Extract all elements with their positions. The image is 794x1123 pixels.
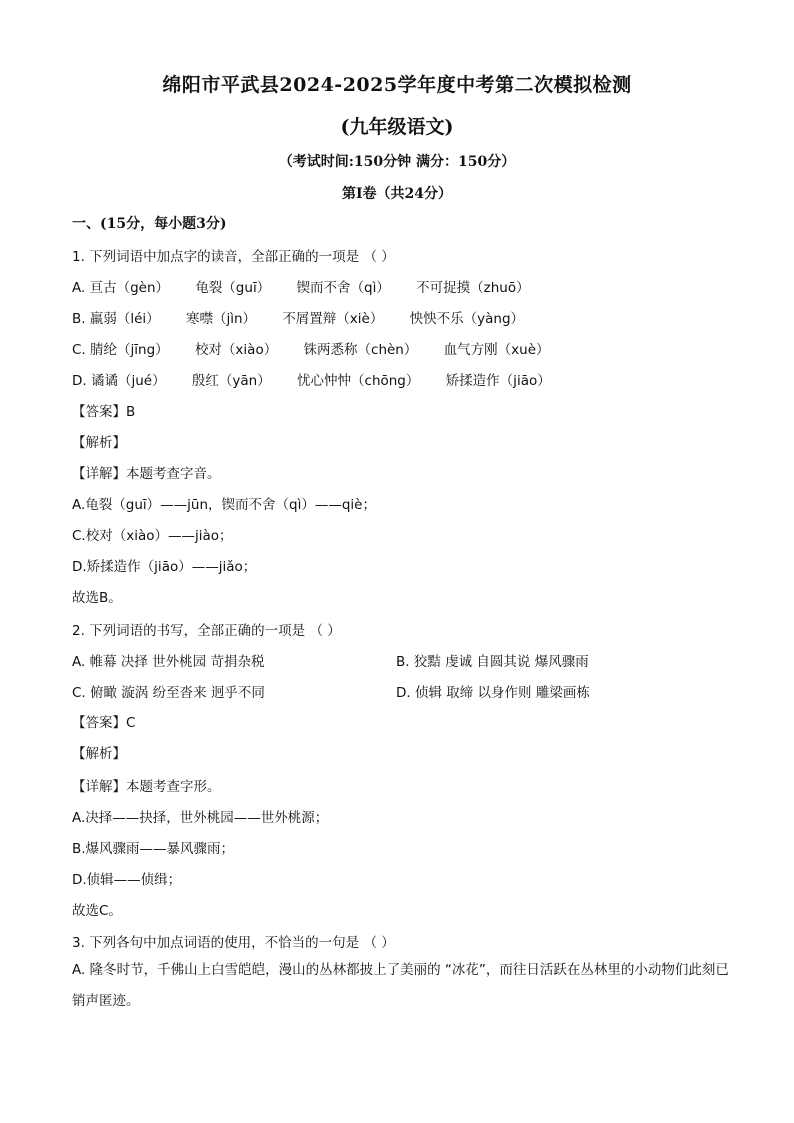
question-1-stem: 1. 下列词语中加点字的读音，全部正确的一项是 （ ） xyxy=(72,249,395,265)
question-2-option-c: C. 俯瞰 漩涡 纷至沓来 迥乎不同 xyxy=(72,685,265,701)
option-text: 怏怏不乐（yàng） xyxy=(409,311,525,327)
question-1-option-a xyxy=(72,276,530,296)
question-1-explanation-line: A.龟裂（guī）——jūn，锲而不舍（qì）——qiè； xyxy=(72,497,376,513)
option-text: 不可捉摸（zhuō） xyxy=(416,280,530,296)
option-text: 血气方刚（xuè） xyxy=(443,342,550,358)
question-1-option-b xyxy=(72,307,524,327)
option-text: D. 谲谲（jué） xyxy=(72,373,166,389)
question-2-option-b: B. 狡黠 虔诚 自圆其说 爆风骤雨 xyxy=(396,654,589,670)
question-3-stem: 3. 下列各句中加点词语的使用，不恰当的一句是 （ ） xyxy=(72,935,395,951)
exam-info: （考试时间:150分钟 满分：150分） xyxy=(278,154,516,170)
option-text: A. 亘古（gèn） xyxy=(72,280,170,296)
question-2-option-a: A. 帷幕 决择 世外桃园 苛捐杂税 xyxy=(72,654,265,670)
section-heading: 一、(15分，每小题3分) xyxy=(72,216,227,232)
question-1-option-d xyxy=(72,369,551,389)
question-2-explanation-line: B.爆风骤雨——暴风骤雨； xyxy=(72,841,235,857)
question-1-explanation-line: D.矫揉造作（jiāo）——jiǎo； xyxy=(72,559,257,575)
page-title: 绵阳市平武县2024-2025学年度中考第二次模拟检测 xyxy=(162,74,632,96)
question-2-detail: 【详解】本题考查字形。 xyxy=(72,779,221,795)
page-subtitle: (九年级语文) xyxy=(340,116,454,138)
option-text: 铢两悉称（chèn） xyxy=(303,342,418,358)
question-2-analysis: 【解析】 xyxy=(72,746,126,762)
question-2-explanation-line: D.侦辑——侦缉； xyxy=(72,872,182,888)
question-1-detail: 【详解】本题考查字音。 xyxy=(72,466,221,482)
option-text: 锲而不舍（qì） xyxy=(296,280,390,296)
question-2-conclusion: 故选C。 xyxy=(72,903,122,919)
question-2-option-d: D. 侦辑 取缔 以身作则 雕梁画栋 xyxy=(396,685,590,701)
question-1-answer: 【答案】B xyxy=(72,404,136,420)
option-text: 寒噤（jìn） xyxy=(185,311,257,327)
option-text: 矫揉造作（jiāo） xyxy=(445,373,551,389)
option-text: B. 羸弱（léi） xyxy=(72,311,160,327)
option-text: C. 腈纶（jīng） xyxy=(72,342,169,358)
option-text: 忧心忡忡（chōng） xyxy=(297,373,420,389)
question-2-explanation-line: A.决择——抉择，世外桃园——世外桃源； xyxy=(72,810,329,826)
question-1-option-c xyxy=(72,338,550,358)
question-2-answer: 【答案】C xyxy=(72,715,136,731)
option-text: 校对（xiào） xyxy=(194,342,278,358)
volume-heading: 第Ⅰ卷（共24分） xyxy=(341,186,453,202)
option-text: 龟裂（guī） xyxy=(195,280,271,296)
question-3-option-a: A. 隆冬时节，千佛山上白雪皑皑，漫山的丛林都披上了美丽的 “冰花”，而往日活跃在丛林里的小动物们此刻已销声匿迹。 xyxy=(72,962,729,1009)
question-1-conclusion: 故选B。 xyxy=(72,590,122,606)
question-1-analysis: 【解析】 xyxy=(72,435,126,451)
question-2-stem: 2. 下列词语的书写，全部正确的一项是 （ ） xyxy=(72,623,341,639)
option-text: 殷红（yān） xyxy=(191,373,271,389)
option-text: 不屑置辩（xiè） xyxy=(282,311,384,327)
question-1-explanation-line: C.校对（xiào）——jiào； xyxy=(72,528,233,544)
